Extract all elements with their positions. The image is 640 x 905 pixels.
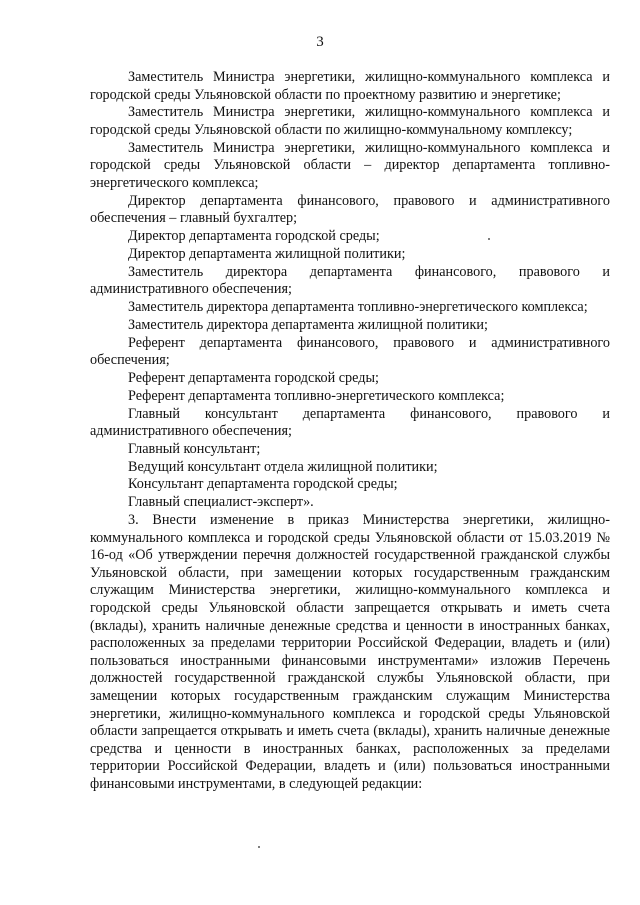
paragraph: Заместитель директора департамента жилищной политики;	[128, 316, 488, 333]
paragraph: Директор департамента финансового, правового и административного обеспечения – главный бухгалтер;	[90, 192, 610, 227]
scan-speck	[488, 238, 490, 240]
paragraph: Заместитель Министра энергетики, жилищно-коммунального комплекса и городской среды Ульяновской области по проектному развитию и энергетике;	[90, 69, 610, 103]
paragraph: Главный консультант;	[128, 440, 261, 457]
paragraph: Заместитель директора департамента финансового, правового и административного обеспечения;	[90, 263, 610, 298]
paragraph-item-3: 3. Внести изменение в приказ Министерства энергетики, жилищно-коммунального комплекса и городской среды Ульяновской области от 15.03.2019 № 16-од «Об утверждении перечня должностей государственной гражданской службы Ульяновской области, при замещении которых государственным гражданским служащим Министерства энергетики, жилищно-коммунального комплекса и городской среды Ульяновской области запрещается открывать и иметь счета (вклады), хранить наличные денежные средства и ценности в иностранных банках, расположенных за пределами территории Российской Федерации, владеть и (или) пользоваться иностранными финансовыми инструментами» изложив Перечень должностей государственной гражданской службы Ульяновской области, при замещении которых государственным гражданским служащим Министерства энергетики, жилищно-коммунального комплекса и городской среды Ульяновской области запрещается открывать и иметь счета (вклады), хранить наличные денежные средства и ценности в иностранных банках, расположенных за пределами территории Российской Федерации, владеть и (или) пользоваться иностранными финансовыми инструментами, в следующей редакции:	[90, 512, 610, 792]
document-body	[90, 69, 610, 794]
paragraph: Главный консультант департамента финансового, правового и административного обеспечения;	[90, 405, 610, 440]
paragraph: Референт департамента городской среды;	[128, 369, 379, 386]
paragraph: Заместитель Министра энергетики, жилищно-коммунального комплекса и городской среды Ульяновской области по жилищно-коммунальному комплексу;	[90, 104, 610, 138]
paragraph: Референт департамента финансового, правового и административного обеспечения;	[90, 334, 610, 369]
paragraph: Директор департамента городской среды;	[128, 228, 380, 245]
paragraph: Заместитель Министра энергетики, жилищно-коммунального комплекса и городской среды Ульяновской области – директор департамента топливно-энергетического комплекса;	[90, 139, 610, 191]
paragraph: Директор департамента жилищной политики;	[128, 245, 406, 262]
paragraph: Заместитель директора департамента топливно-энергетического комплекса;	[128, 299, 588, 316]
paragraph: Главный специалист-эксперт».	[128, 494, 314, 511]
scan-speck	[258, 846, 260, 848]
paragraph: Ведущий консультант отдела жилищной политики;	[128, 458, 438, 475]
page-number: 3	[316, 34, 324, 50]
paragraph: Консультант департамента городской среды;	[128, 476, 398, 493]
paragraph: Референт департамента топливно-энергетического комплекса;	[128, 387, 505, 404]
